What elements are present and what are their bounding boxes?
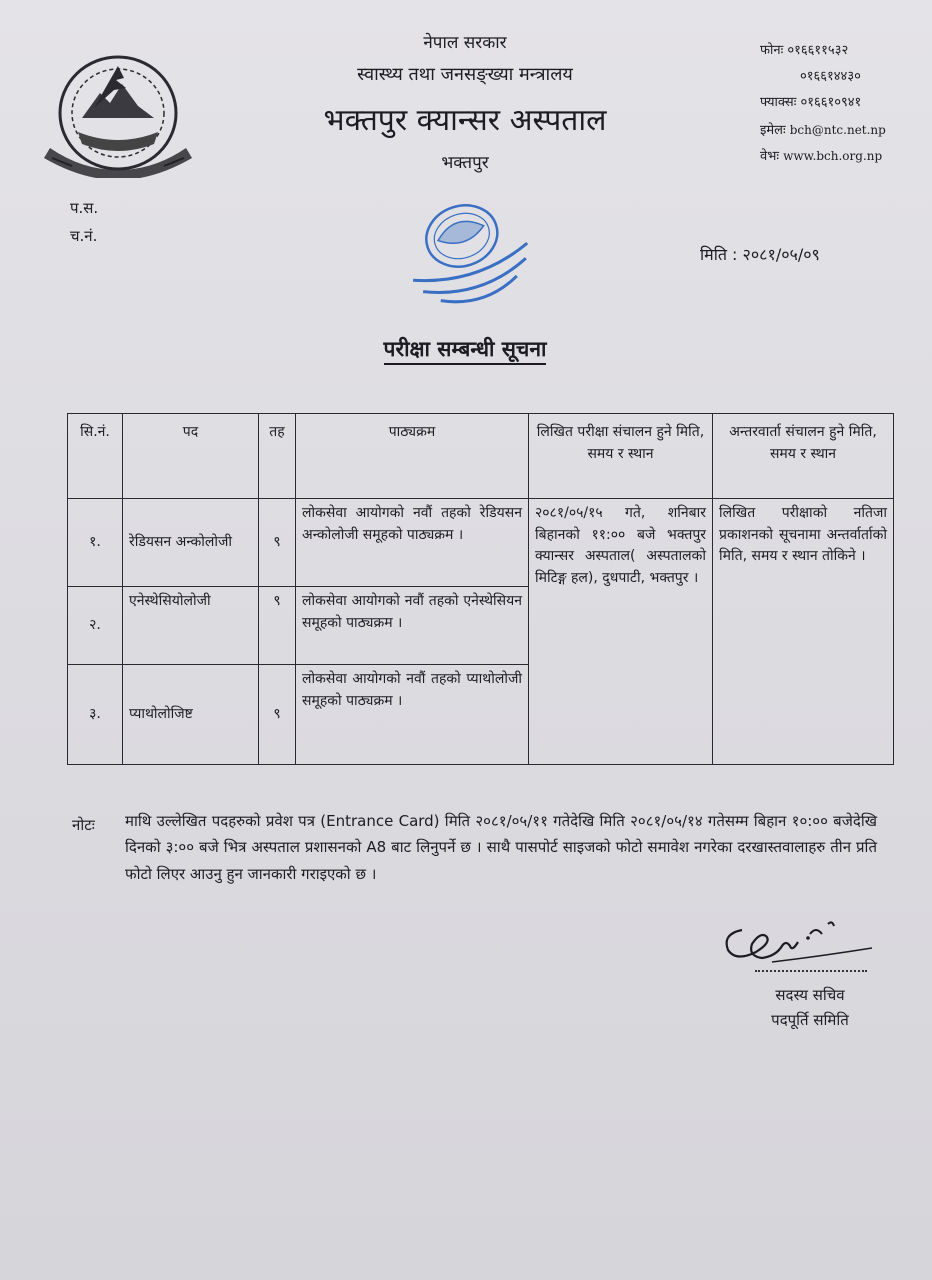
written-exam-details: २०८१/०५/१५ गते, शनिबार बिहानको ११:०० बजे भक्तपुर क्यान्सर अस्पताल( अस्पतालको मिटिङ्ग हल), दुधपाटी, भक्तपुर । [529,499,713,765]
header-sn: सि.नं. [68,414,123,499]
signature-icon [712,912,887,970]
row-post: प्याथोलोजिष्ट [123,665,259,765]
reference-ps: प.स. [70,199,99,217]
note-label: नोटः [72,816,95,834]
ministry-name: स्वास्थ्य तथा जनसङ्ख्या मन्त्रालय [357,64,573,85]
notice-title [300,335,630,363]
row-sn: १. [68,499,123,587]
row-level: ९ [259,665,296,765]
header-syllabus: पाठ्यक्रम [296,414,529,499]
hospital-city: भक्तपुर [441,153,489,173]
row-syllabus: लोकसेवा आयोगको नवौं तहको रेडियसन अन्कोलोजी समूहको पाठ्यक्रम । [296,499,529,587]
signature-line [755,970,867,972]
hospital-name: भक्तपुर क्यान्सर अस्पताल [323,103,607,138]
interview-details: लिखित परीक्षाको नतिजा प्रकाशनको सूचनामा अन्तर्वार्ताको मिति, समय र स्थान तोकिने । [713,499,894,765]
contact-phone1 [760,40,848,58]
header-interview: अन्तरवार्ता संचालन हुने मिति, समय र स्थान [713,414,894,499]
fax-label: फ्याक्सः [760,95,797,110]
exam-schedule-table [67,413,894,765]
header-written-exam: लिखित परीक्षा संचालन हुने मिति, समय र स्थान [529,414,713,499]
row-level: ९ [259,587,296,665]
table-row [68,499,894,587]
row-level: ९ [259,499,296,587]
contact-email [760,120,886,138]
phone-number-1: ०१६६११५३२ [787,43,849,58]
web-label: वेभः [760,149,779,164]
signatory-committee: पदपूर्ति समिति [771,1011,849,1029]
header-post: पद [123,414,259,499]
note-text: माथि उल्लेखित पदहरुको प्रवेश पत्र (Entrance Card) मिति २०८१/०५/११ गतेदेखि मिति २०८१/०५/१४ गतेसम्म बिहान १०:०० बजेदेखि दिनको ३:०० बजे भित्र अस्पताल प्रशासनको A8 बाट लिनुपर्ने छ । साथै पासपोर्ट साइजको फोटो समावेश नगरेका दरखास्तवालाहरु तीन प्रति फोटो लिएर आउनु हुन जानकारी गराइएको छ । [125,812,877,883]
row-sn: ३. [68,665,123,765]
table-header-row [68,414,894,499]
row-post: रेडियसन अन्कोलोजी [123,499,259,587]
phone-number-2: ०१६६१४४३० [800,69,861,84]
notice-date: मिति : २०८१/०५/०९ [700,245,820,264]
reference-chn: च.नं. [70,227,98,245]
row-sn: २. [68,587,123,665]
signatory-title: सदस्य सचिव [775,986,845,1004]
nepal-emblem-icon [42,48,194,178]
contact-phone2 [800,66,861,84]
phone-label: फोनः [760,43,784,58]
hospital-stamp-icon [388,190,548,320]
row-syllabus: लोकसेवा आयोगको नवौं तहको प्याथोलोजी समूहको पाठ्यक्रम । [296,665,529,765]
row-syllabus: लोकसेवा आयोगको नवौं तहको एनेस्थेसियन समूहको पाठ्यक्रम । [296,587,529,665]
contact-fax [760,92,861,110]
government-name: नेपाल सरकार [423,33,507,53]
web-address: www.bch.org.np [783,149,883,163]
notice-title-text: परीक्षा सम्बन्धी सूचना [384,337,547,365]
email-address: bch@ntc.net.np [789,123,886,137]
row-post: एनेस्थेसियोलोजी [123,587,259,665]
header-level: तह [259,414,296,499]
email-label: इमेलः [760,123,786,138]
contact-web [760,146,882,164]
fax-number: ०१६६१०९४१ [800,95,862,110]
